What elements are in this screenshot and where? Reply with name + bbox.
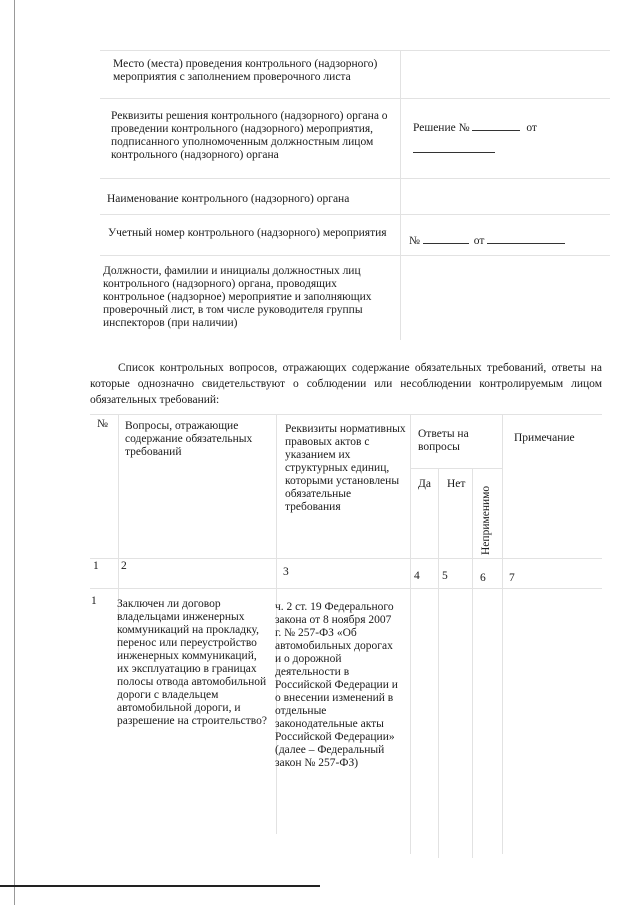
header-not-applicable: Неприменимо: [480, 485, 492, 555]
record-number-prefix: №: [409, 235, 420, 247]
info-value-decision: [413, 122, 603, 157]
record-number-blank[interactable]: [423, 243, 469, 244]
col-number-3: 3: [283, 566, 289, 578]
decision-date-prefix: от: [526, 122, 537, 134]
col-number-2: 2: [121, 560, 127, 572]
decision-number-blank[interactable]: [472, 130, 520, 131]
info-label-decision: Реквизиты решения контрольного (надзорного) органа о проведении контрольного (надзорного) мероприятия, подписанного уполномоченным должностным лицом контрольного (надзорного) органа: [111, 110, 388, 161]
info-label-record-number: Учетный номер контрольного (надзорного) мероприятия: [108, 227, 387, 239]
row-note[interactable]: [506, 600, 600, 616]
col-number-5: 5: [442, 570, 448, 582]
decision-prefix: Решение №: [413, 122, 470, 134]
row-requisites: ч. 2 ст. 19 Федерального закона от 8 ноября 2007 г. № 257-ФЗ «Об автомобильных дорогах и о дорожной деятельности в Российской Федерации и о внесении изменений в отдельные законодательные акты Российской Федерации» (далее – Федеральный закон № 257-ФЗ): [275, 601, 398, 769]
info-label-place: Место (места) проведения контрольного (надзорного) мероприятия с заполнением проверочного листа: [113, 58, 378, 83]
col-number-4: 4: [414, 570, 420, 582]
header-requisites: Реквизиты нормативных правовых актов с указанием их структурных единиц, которыми установлены обязательные требования: [285, 423, 406, 513]
record-date-prefix: от: [473, 235, 485, 247]
intro-paragraph: Список контрольных вопросов, отражающих содержание обязательных требований, ответы на которые однозначно свидетельствуют о соблюдении или несоблюдении контролируемым лицом обязательных требований:: [90, 362, 602, 406]
record-date-blank[interactable]: [487, 243, 565, 244]
row-answer-no[interactable]: [442, 600, 468, 616]
header-answers: Ответы на вопросы: [418, 428, 469, 453]
col-number-7: 7: [509, 572, 515, 584]
col-number-6: 6: [480, 572, 486, 584]
info-label-inspectors: Должности, фамилии и инициалы должностных лиц контрольного (надзорного) органа, проводящих контрольное (надзорное) мероприятие и заполняющих проверочный лист, в том числе руководителя группы инспекторов (при наличии): [103, 265, 372, 329]
header-note: Примечание: [514, 432, 575, 444]
scan-bottom-edge: [0, 885, 320, 887]
info-value-record-number: [409, 235, 609, 248]
scan-left-edge: [14, 0, 15, 905]
row-number: 1: [91, 595, 97, 607]
header-no: Нет: [447, 478, 466, 490]
header-question: Вопросы, отражающие содержание обязательных требований: [125, 420, 253, 458]
row-answer-yes[interactable]: [414, 600, 436, 616]
col-number-1: 1: [93, 560, 99, 572]
header-yes: Да: [418, 478, 431, 490]
row-question: Заключен ли договор владельцами инженерных коммуникаций на прокладку, перенос или переустройство инженерных коммуникаций, их эксплуатацию в границах полосы отвода автомобильной дороги с владельцем автомобильной дороги, и разрешение на строительство?: [117, 598, 268, 727]
decision-date-blank[interactable]: [413, 152, 495, 153]
row-answer-not-applicable[interactable]: [476, 600, 500, 616]
info-label-authority: Наименование контрольного (надзорного) органа: [107, 193, 350, 205]
header-num: №: [97, 418, 108, 430]
